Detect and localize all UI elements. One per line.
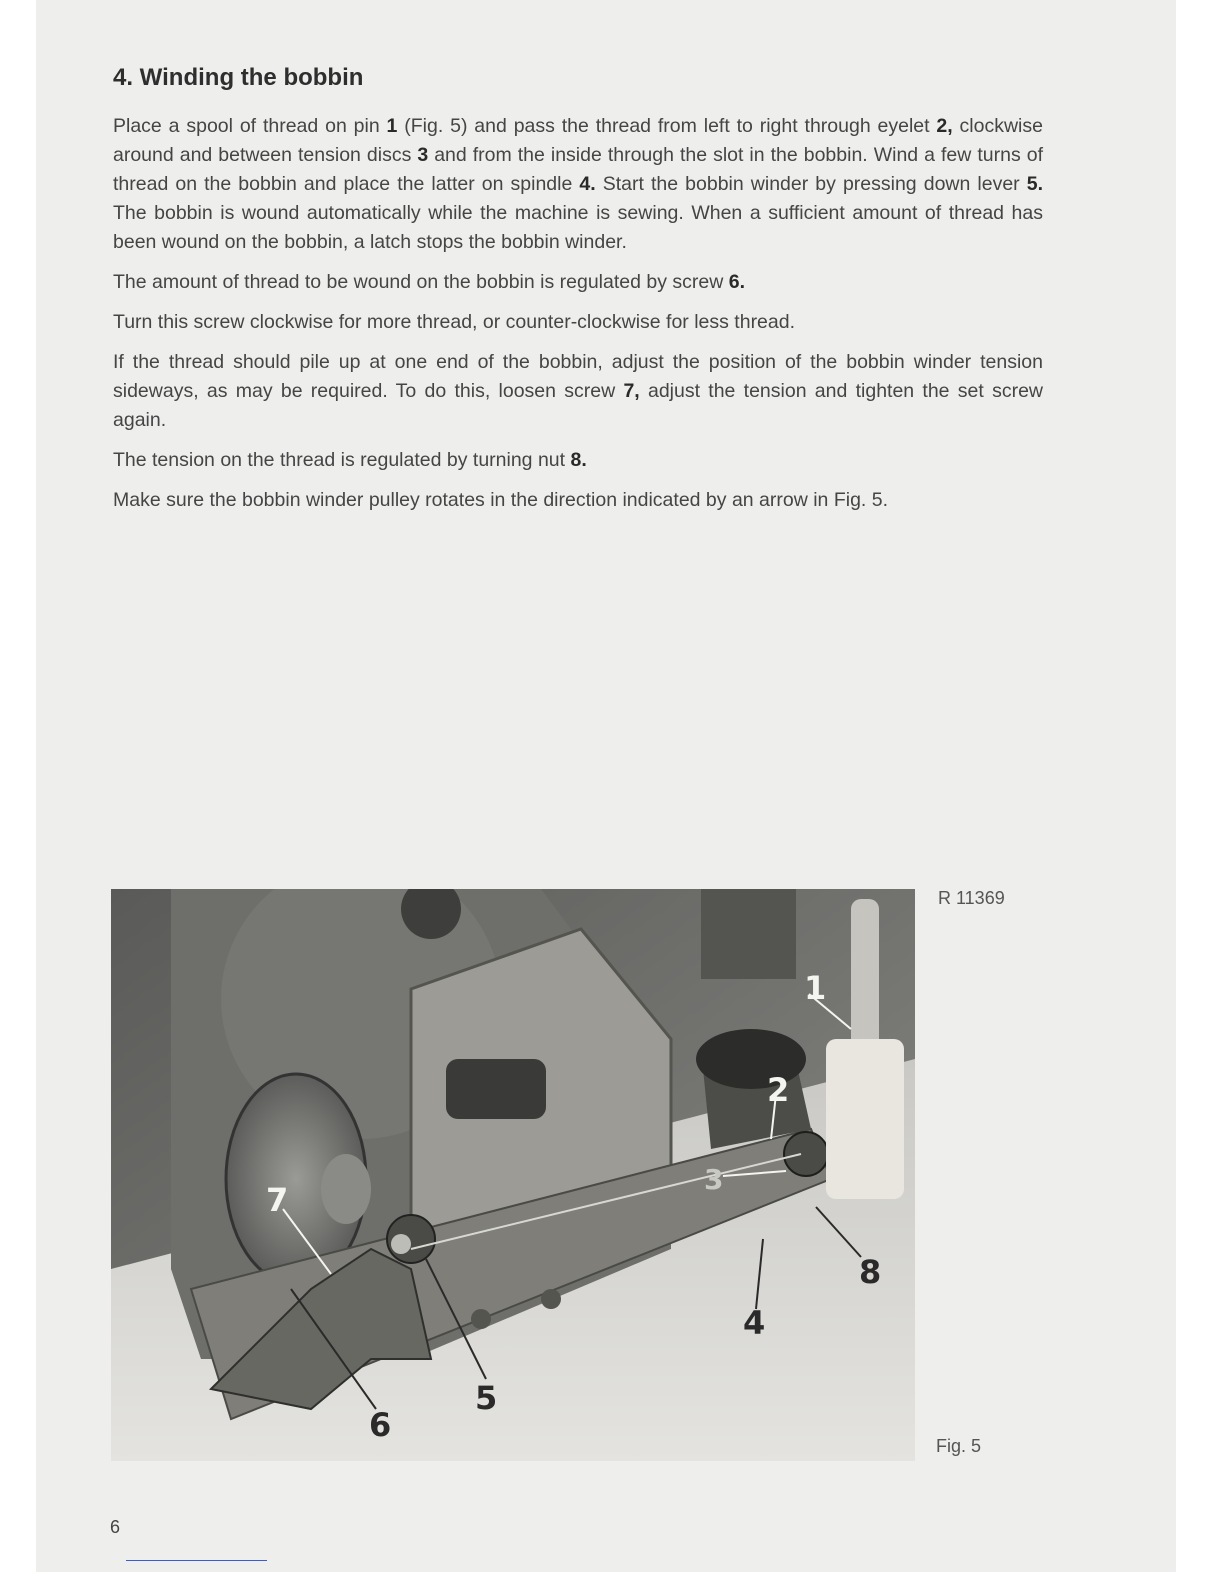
instruction-text [113,112,1043,526]
callout-7: 7 [266,1181,289,1219]
callout-2: 2 [767,1071,790,1109]
bobbin-winder-photo [111,889,915,1461]
figure-reference-code: R 11369 [938,888,1005,908]
paragraph-pulley-direction: Make sure the bobbin winder pulley rotates in the direction indicated by an arrow in Fig. 5. [113,489,889,511]
callout-4: 4 [743,1304,766,1342]
figure-caption: Fig. 5 [936,1436,982,1456]
paragraph-tension-nut: The tension on the thread is regulated by turning nut 8. [113,449,587,471]
paragraph-winding-procedure: Place a spool of thread on pin 1 (Fig. 5) and pass the thread from left to right through eyelet 2, clockwise around and between tension discs 3 and from the inside through the slot in the bobbin. Wind a few turns of thread on the bobbin and place the latter on spindle 4. Start the bobbin winder by pressing down lever 5. The bobbin is wound automatically while the machine is sewing. When a sufficient amount of thread has been wound on the bobbin, a latch stops the bobbin winder. [113,115,1044,253]
paragraph-thread-amount: The amount of thread to be wound on the bobbin is regulated by screw 6. [113,271,745,293]
page-number: 6 [110,1517,121,1537]
callout-1: 1 [804,969,827,1007]
paragraph-pile-up: If the thread should pile up at one end of the bobbin, adjust the position of the bobbin winder tension sideways, as may be required. To do this, loosen screw 7, adjust the tension and tighten the set screw again. [113,351,1043,431]
callout-5: 5 [475,1379,498,1417]
callout-3: 3 [704,1163,724,1196]
section-heading: 4. Winding the bobbin [113,64,364,91]
footer-link-underline [126,1560,267,1561]
callout-8: 8 [859,1253,882,1291]
callout-6: 6 [369,1406,392,1444]
paragraph-screw-direction: Turn this screw clockwise for more thread, or counter-clockwise for less thread. [113,311,796,333]
